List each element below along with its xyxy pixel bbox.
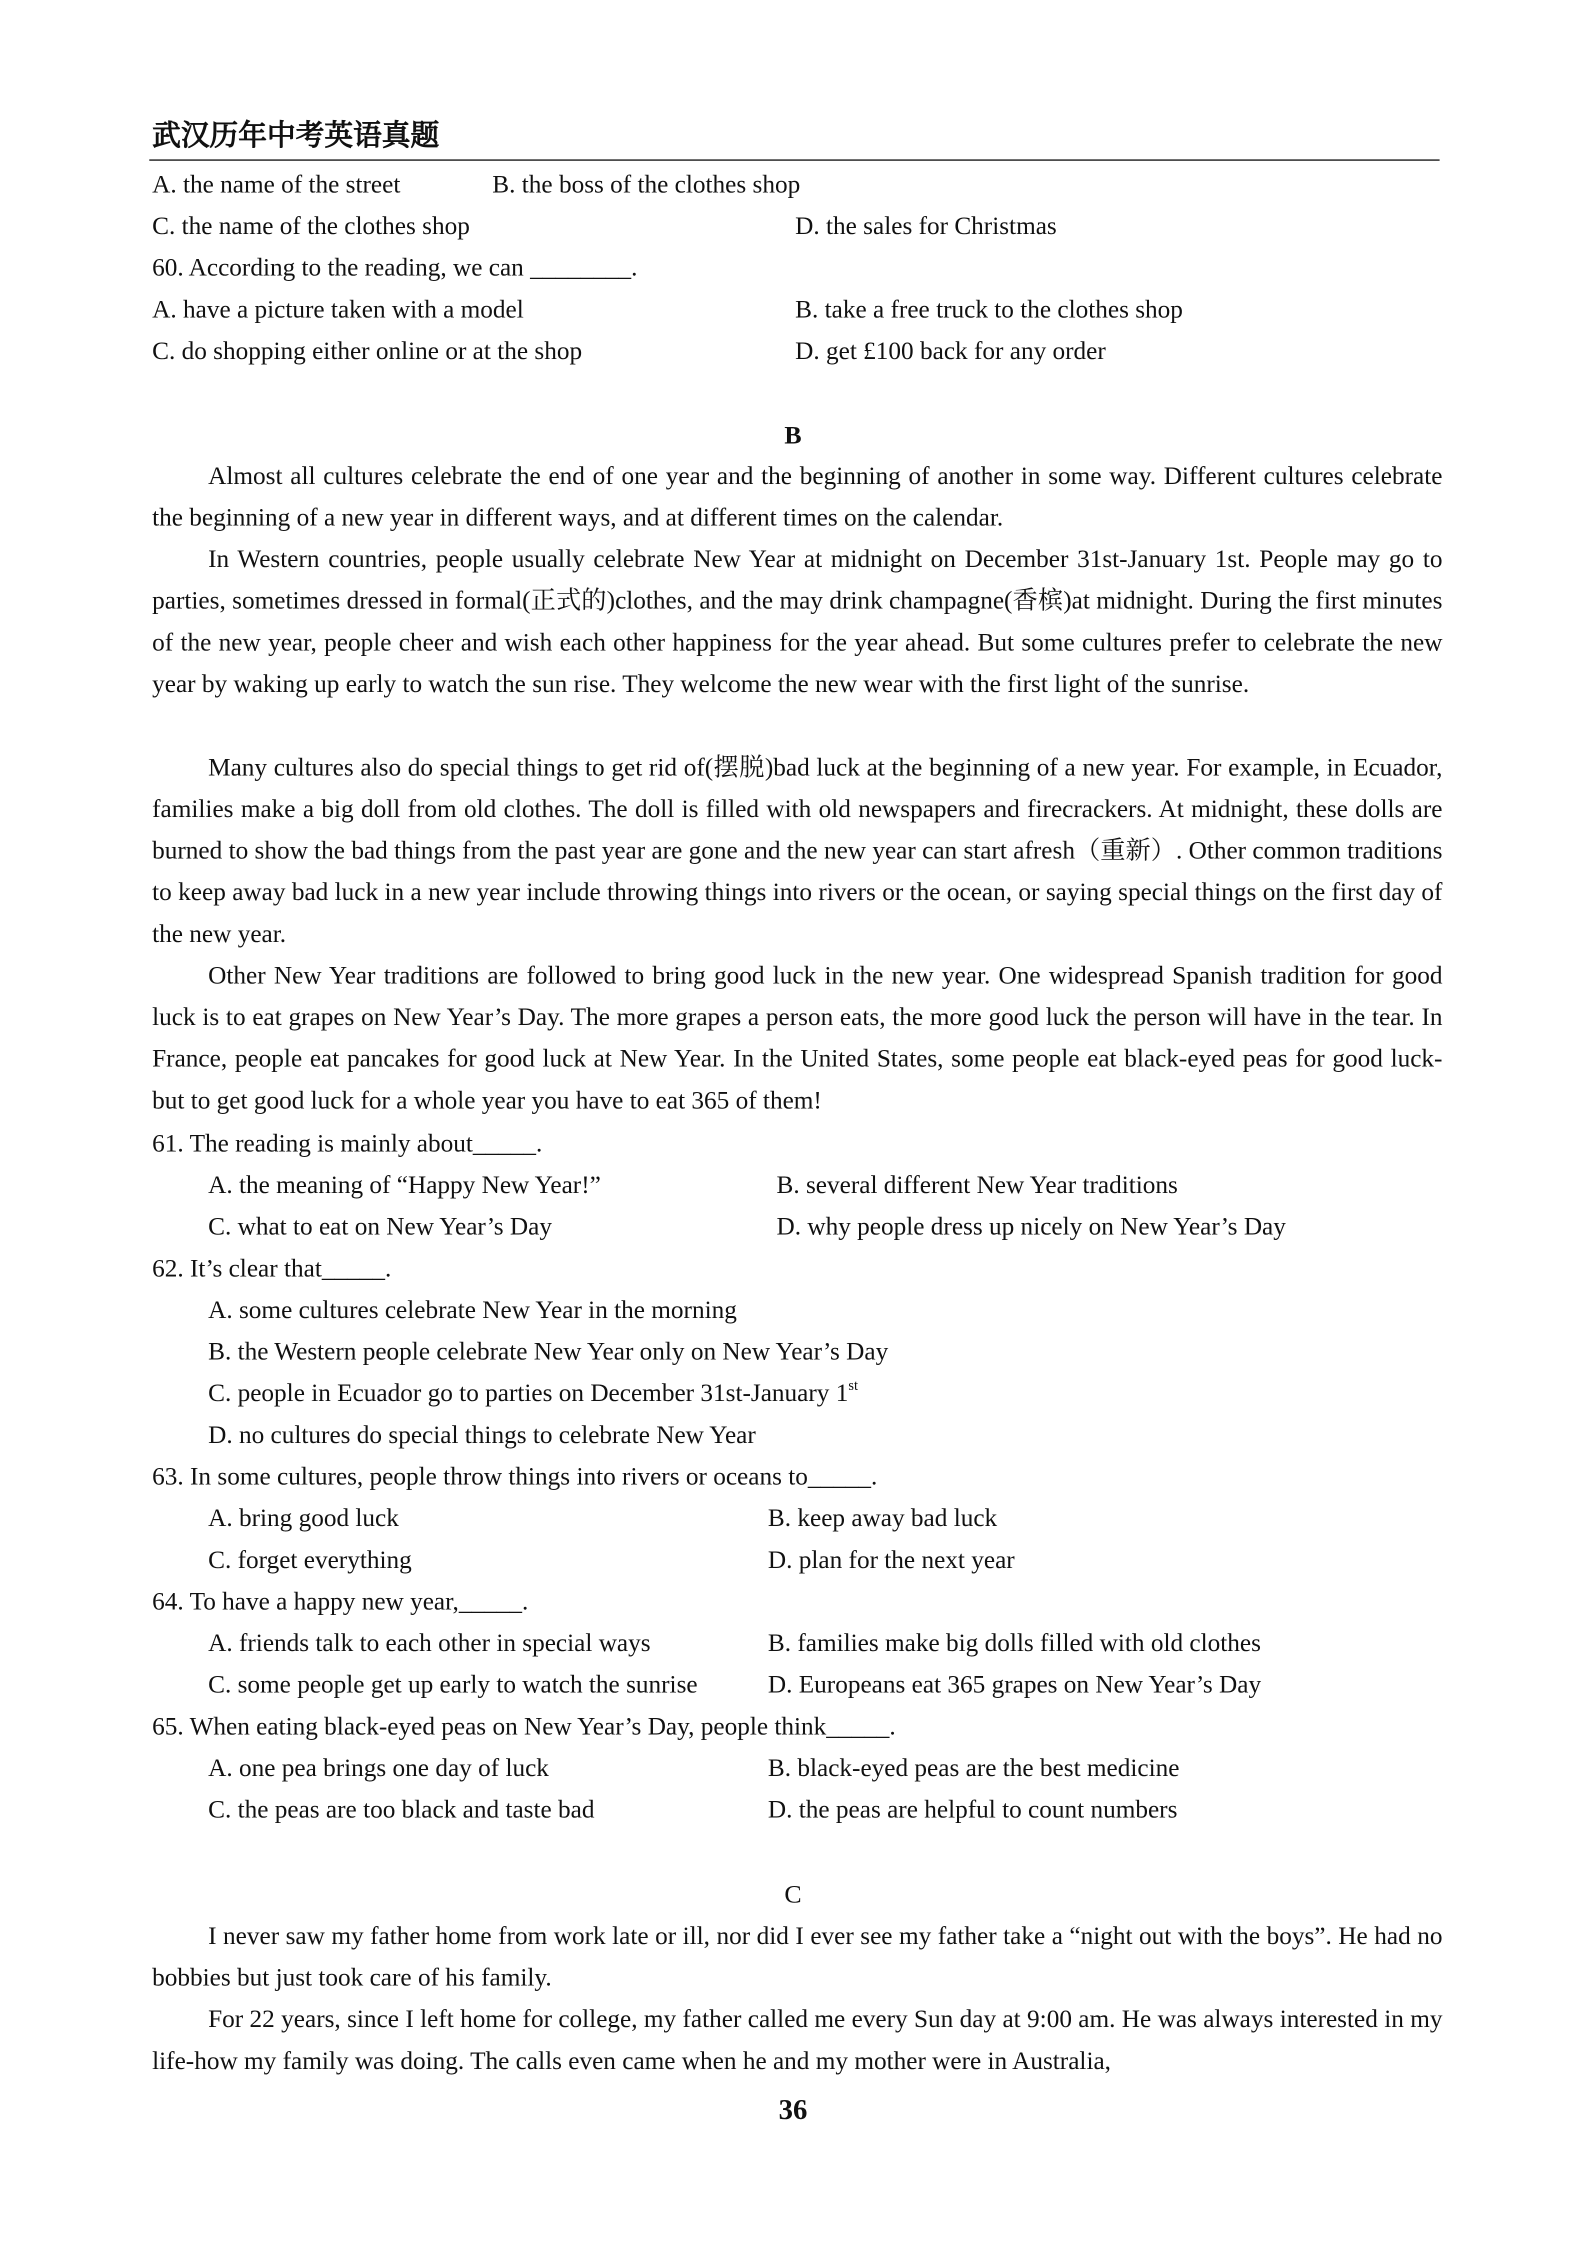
q64-option-c: C. some people get up early to watch the sunrise <box>208 1669 698 1699</box>
section-b-paragraph-2: In Western countries, people usually celebrate New Year at midnight on December 31st-January 1st. People may go to parties, sometimes dressed in formal(正式的)clothes, and the may drink champagne(香槟)at midnight. During the first minutes of the new year, people cheer and wish each other happiness for the year ahead. But some cultures prefer to celebrate the new year by waking up early to watch the sun rise. They welcome the new wear with the first light of the sunrise. <box>152 544 1443 699</box>
q60-option-b: B. take a free truck to the clothes shop <box>795 294 1183 324</box>
q64-stem: 64. To have a happy new year,_____. <box>152 1586 529 1616</box>
q65-option-c: C. the peas are too black and taste bad <box>208 1794 595 1824</box>
q64-option-b: B. families make big dolls filled with old clothes <box>767 1628 1261 1657</box>
q60-option-d: D. get £100 back for any order <box>795 335 1106 365</box>
q61-option-c: C. what to eat on New Year’s Day <box>208 1211 553 1241</box>
q65-stem: 65. When eating black-eyed peas on New Year’s Day, people think_____. <box>152 1711 896 1741</box>
q62-option-a: A. some cultures celebrate New Year in the morning <box>208 1295 737 1324</box>
q59-option-a: A. the name of the street <box>152 169 401 199</box>
q61-option-a: A. the meaning of “Happy New Year!” <box>208 1170 601 1199</box>
q61-option-d: D. why people dress up nicely on New Year’s Day <box>776 1211 1286 1241</box>
page-number: 36 <box>778 2094 808 2127</box>
section-b-paragraph-4: Other New Year traditions are followed to bring good luck in the new year. One widespread Spanish tradition for good luck is to eat grapes on New Year’s Day. The more grapes a person eats, the more good luck the person will have in the tear. In France, people eat pancakes for good luck at New Year. In the United States, some people eat black-eyed peas for good luck-but to get good luck for a whole year you have to eat 365 of them! <box>152 960 1443 1115</box>
q59-option-c: C. the name of the clothes shop <box>152 211 470 240</box>
q60-option-c: C. do shopping either online or at the shop <box>152 335 583 365</box>
q64-option-a: A. friends talk to each other in special ways <box>208 1628 651 1657</box>
q62-option-c <box>208 1378 858 1407</box>
section-b-heading: B <box>784 420 802 450</box>
section-c-paragraph-1: I never saw my father home from work late or ill, nor did I ever see my father take a “night out with the boys”. He had no bobbies but just took care of his family. <box>152 1920 1443 1992</box>
q63-option-c: C. forget everything <box>208 1544 412 1574</box>
q63-option-d: D. plan for the next year <box>767 1544 1015 1574</box>
q63-option-b: B. keep away bad luck <box>767 1503 998 1532</box>
section-c-heading: C <box>784 1879 802 1909</box>
q63-stem: 63. In some cultures, people throw things into rivers or oceans to_____. <box>152 1461 878 1491</box>
q59-option-d: D. the sales for Christmas <box>795 211 1057 240</box>
q62-stem: 62. It’s clear that_____. <box>152 1253 392 1283</box>
section-b-paragraph-3: Many cultures also do special things to get rid of(摆脱)bad luck at the beginning of a new year. For example, in Ecuador, families make a big doll from old clothes. The doll is filled with old newspapers and firecrackers. At midnight, these dolls are burned to show the bad things from the past year are gone and the new year can start afresh（重新）. Other common traditions to keep away bad luck in a new year include throwing things into rivers or the ocean, or saying special things on the first day of the new year. <box>152 752 1443 949</box>
section-c-paragraph-2: For 22 years, since I left home for college, my father called me every Sun day at 9:00 am. He was always interested in my life-how my family was doing. The calls even came when he and my mother were in Australia, <box>152 2004 1443 2075</box>
q59-option-b: B. the boss of the clothes shop <box>492 169 801 199</box>
q65-option-d: D. the peas are helpful to count numbers <box>767 1794 1178 1824</box>
q65-option-b: B. black-eyed peas are the best medicine <box>767 1752 1180 1782</box>
q63-option-a: A. bring good luck <box>208 1503 399 1532</box>
q65-option-a: A. one pea brings one day of luck <box>208 1752 549 1782</box>
q62-option-d: D. no cultures do special things to celebrate New Year <box>208 1419 756 1449</box>
q60-option-a: A. have a picture taken with a model <box>152 294 524 324</box>
q61-option-b: B. several different New Year traditions <box>776 1170 1178 1199</box>
header-title: 武汉历年中考英语真题 <box>152 117 440 153</box>
q64-option-d: D. Europeans eat 365 grapes on New Year’s Day <box>767 1669 1262 1699</box>
q62-option-b: B. the Western people celebrate New Year only on New Year’s Day <box>208 1336 889 1366</box>
q62-option-c-superscript: st <box>848 1378 858 1395</box>
q62-option-c-text: C. people in Ecuador go to parties on December 31st-January 1 <box>208 1378 849 1407</box>
header-divider <box>149 159 1439 160</box>
section-b-paragraph-1: Almost all cultures celebrate the end of one year and the beginning of another in some way. Different cultures celebrate the beginning of a new year in different ways, and at different times on the calendar. <box>152 460 1443 532</box>
q61-stem: 61. The reading is mainly about_____. <box>152 1128 543 1158</box>
q60-stem: 60. According to the reading, we can ________. <box>152 252 638 282</box>
